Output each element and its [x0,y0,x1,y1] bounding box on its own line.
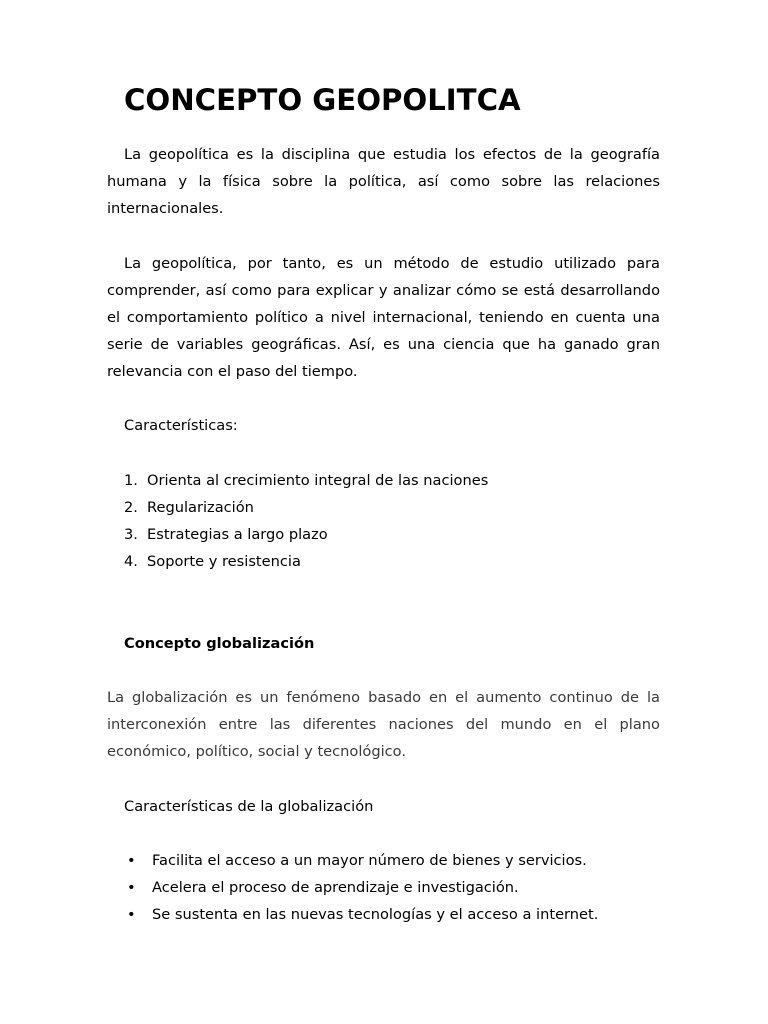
section-title-globalizacion: Concepto globalización [124,635,315,652]
paragraph-geopolitica-definition: La geopolítica es la disciplina que estudia los efectos de la geografía humana y la física sobre la política, así como sobre las relaciones internacionales. [107,146,660,217]
list-item-number: 3. [124,526,138,543]
list-item-text: Acelera el proceso de aprendizaje e investigación. [152,879,519,896]
bullet-icon: • [127,906,136,923]
subtitle-caracteristicas-globalizacion: Características de la globalización [124,798,374,815]
section-title-geopolitica: CONCEPTO GEOPOLITCA [124,83,521,117]
subtitle-caracteristicas: Características: [124,417,238,434]
list-item-text: Orienta al crecimiento integral de las naciones [147,472,489,489]
list-item-text: Soporte y resistencia [147,553,301,570]
list-item [124,847,660,874]
paragraph-geopolitica-method: La geopolítica, por tanto, es un método de estudio utilizado para comprender, así como para explicar y analizar cómo se está desarrollando el comportamiento político a nivel internacional, teniendo en cuenta una serie de variables geográficas. Así, es una ciencia que ha ganado gran relevancia con el paso del tiempo. [107,255,660,380]
numbered-list-caracteristicas [124,467,660,575]
bullet-list-globalizacion [124,847,660,928]
list-item [124,874,660,901]
list-item [124,467,660,494]
list-item [124,548,660,575]
list-item [124,521,660,548]
paragraph-globalizacion-definition: La globalización es un fenómeno basado en el aumento continuo de la interconexión entre las diferentes naciones del mundo en el plano económico, político, social y tecnológico. [107,689,660,760]
list-item-number: 2. [124,499,138,516]
list-item-number: 4. [124,553,138,570]
list-item [124,901,660,928]
list-item-number: 1. [124,472,138,489]
list-item-text: Se sustenta en las nuevas tecnologías y el acceso a internet. [152,906,599,923]
list-item [124,494,660,521]
list-item-text: Regularización [147,499,254,516]
list-item-text: Estrategias a largo plazo [147,526,328,543]
bullet-icon: • [127,879,136,896]
bullet-icon: • [127,852,136,869]
list-item-text: Facilita el acceso a un mayor número de bienes y servicios. [152,852,587,869]
